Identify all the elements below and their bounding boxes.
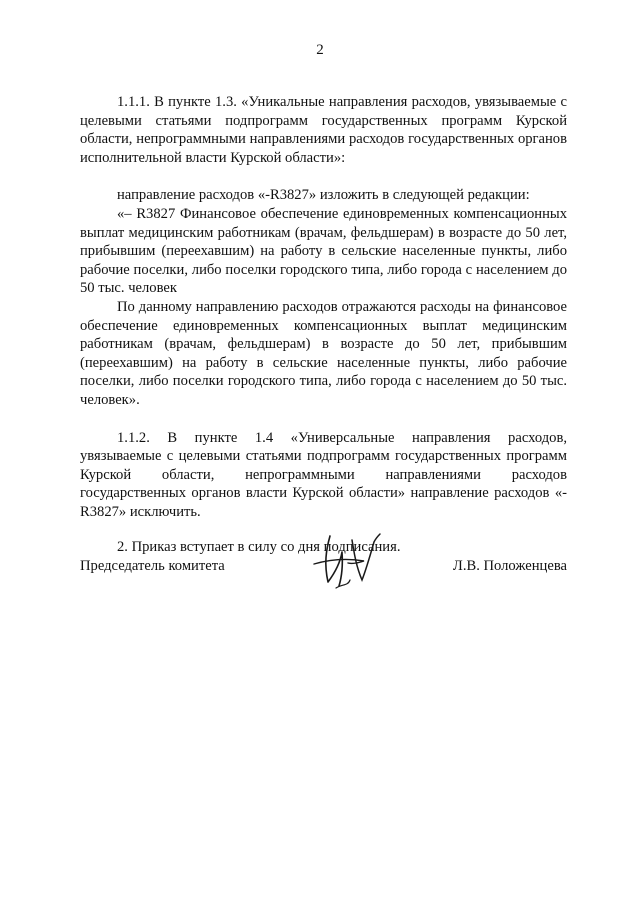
paragraph-1-1-1: 1.1.1. В пункте 1.3. «Уникальные направления расходов, увязываемые с целевыми статьями подпрограмм государственных программ Курской области, непрограммными направлениями расходов государственных органов исполнительной власти Курской области»: [80,94,567,166]
paragraph-r3827-definition: «– R3827 Финансовое обеспечение единовременных компенсационных выплат медицинским работникам (врачам, фельдшерам) в возрасте до 50 лет, прибывшим (переехавшим) на работу в сельские населенные пункты, либо рабочие поселки, либо поселки городского типа, либо города с населением до 50 тыс. человек [80,205,567,297]
paragraph-direction-intro: направление расходов «-R3827» изложить в следующей редакции: [117,187,530,204]
paragraph-1-1-2: 1.1.2. В пункте 1.4 «Универсальные направления расходов, увязываемые с целевыми статьями подпрограмм государственных программ Курской области, непрограммными направлениями расходов государственных органов власти Курской области» направление расходов «-R3827» исключить. [80,429,567,520]
signatory-name: Л.В. Положенцева [452,558,567,574]
handwritten-signature-icon [312,530,382,592]
document-body [80,93,567,557]
signatory-title: Председатель комитета [80,558,225,574]
signature-block [80,530,567,590]
page-number: 2 [316,42,324,58]
paragraph-order-effective: 2. Приказ вступает в силу со дня подписания. [117,539,401,556]
paragraph-r3827-description: По данному направлению расходов отражаются расходы на финансовое обеспечение единовременных компенсационных выплат медицинским работникам (врачам, фельдшерам) в возрасте до 50 лет, прибывшим (переехавшим) на работу в сельские населенные пункты, либо рабочие поселки, либо поселки городского типа, либо города с населением до 50 тыс. человек». [80,298,567,408]
